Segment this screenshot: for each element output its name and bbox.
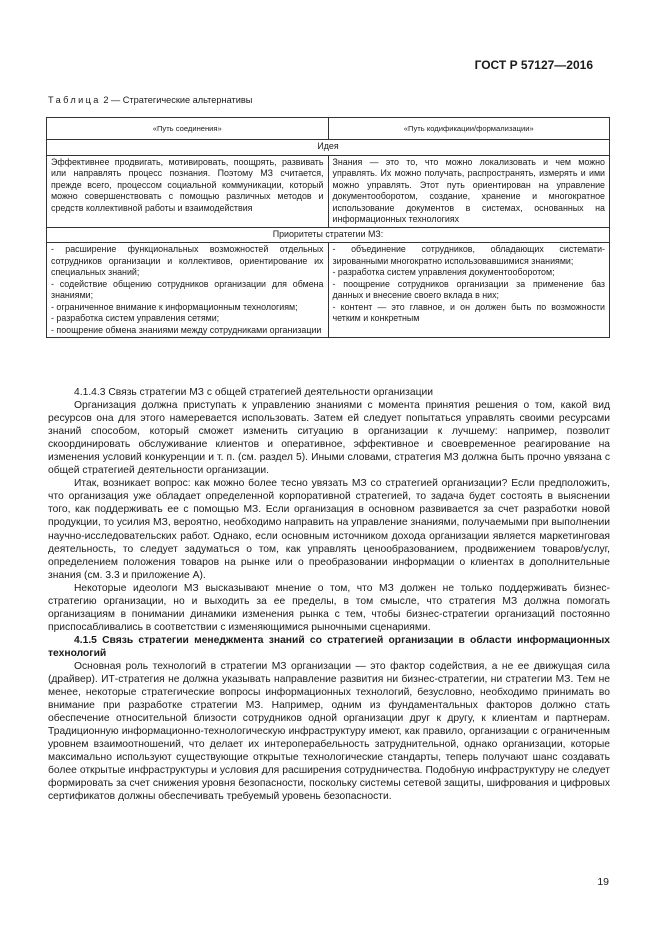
priorities-codification-cell bbox=[328, 243, 610, 338]
section-idea: Идея bbox=[47, 140, 610, 156]
list-item: - содействие общению сотрудников организации для обмена знаниями; bbox=[51, 278, 324, 300]
table-header-row bbox=[47, 118, 610, 140]
column-header-connection-path: «Путь соединения» bbox=[47, 118, 329, 140]
table-row bbox=[47, 155, 610, 227]
subsection-heading-4-1-4-3: 4.1.4.3 Связь стратегии МЗ с общей стратегией деятельности организации bbox=[74, 387, 434, 398]
list-item: - разработка систем управления сетями; bbox=[51, 313, 220, 323]
page-number: 19 bbox=[597, 876, 609, 888]
list-item: - объединение сотрудников, обладающих систематизированными многократно использовавшимися знаниями; bbox=[332, 244, 605, 266]
table-caption bbox=[48, 95, 252, 105]
table-caption-title: 2 — Стратегические альтернативы bbox=[100, 95, 253, 105]
standard-designation: ГОСТ Р 57127—2016 bbox=[474, 58, 593, 72]
column-header-codification-path: «Путь кодификации/формализации» bbox=[328, 118, 610, 140]
list-item: - контент — это главное, и он должен быть по возможности четким и конкретным bbox=[332, 301, 605, 323]
idea-connection-cell: Эффективнее продвигать, мотивировать, поощрять, развивать или направлять процесс познания. Поэтому МЗ считается, прежде всего, процессом социальной коммуникации, который можно совершенствовать с помощью различных методов и средств коллективной работы и взаимодействия bbox=[47, 155, 329, 227]
list-item: - ограниченное внимание к информационным технологиям; bbox=[51, 301, 298, 312]
paragraph: Итак, возникает вопрос: как можно более тесно увязать МЗ со стратегией организации? Если предположить, что организация уже обладает определенной корпоративной стратегией, то задача будет состоять в выяснении того, как поддерживать ее с помощью МЗ. Если организация в основном развивается за счет разработки новой продукции, то усилия МЗ, вероятно, необходимо направить на управление знаниями, получаемыми при выполнении научно-исследовательских работ. Однако, если основным источником дохода организации является маркетинговая деятельность, то следует задуматься о том, как управлять ценообразованием, продвижением товаров/услуг, определением положения товаров на рынке или о преобразовании информации о клиентах в дополнительные знания (см. 3.3 и приложение А). bbox=[48, 478, 610, 581]
paragraph: Некоторые идеологи МЗ высказывают мнение о том, что МЗ должен не только поддерживать бизнес-стратегию организации, но и выходить за ее пределы, в том смысле, что стратегия МЗ должна помогать организациям в понимании динамики изменения рынка с тем, чтобы бизнес-стратегии организаций постоянно приспосабливались в соответствии с изменяющимися рыночными сценариями. bbox=[48, 582, 610, 633]
document-body bbox=[48, 386, 610, 804]
section-priorities: Приоритеты стратегии МЗ: bbox=[47, 227, 610, 243]
paragraph: Основная роль технологий в стратегии МЗ организации — это фактор содействия, а не ее движущая сила (драйвер). ИТ-стратегия не должна указывать направление развития ни бизнес-стратегии, ни стратегии МЗ. Тем не менее, некоторые стратегические вопросы информационных технологий, безусловно, необходимо принимать во внимание при разработке стратегии МЗ. Например, одним из фундаментальных факторов должно стать обеспечение относительной близости сотрудников одной организации друг к другу, к клиентам и партнерам. Традиционную информационно-технологическую инфраструктуру имеют, как правило, организации с ограниченным уровнем взаимоотношений, что делает их интероперабельность затруднительной, однако организации, которые максимально используют существующие открытые технологические стандарты, теперь получают шанс создавать более открытые инфраструктуры и условия для расширения сотрудничества. Подобную инфраструктуру не следует формировать за счет снижения уровня безопасности, поскольку системы сетевой защиты, шифрования и цифровых сертификатов должны обеспечивать требуемый уровень безопасности. bbox=[48, 660, 610, 803]
list-item: - расширение функциональных возможностей отдельных сотрудников организации и коллективов, ориентирование их специальных знаний; bbox=[51, 244, 324, 277]
paragraph: Организация должна приступать к управлению знаниями с момента принятия решения о том, какой вид ресурсов она для этого намеревается использовать. Затем ей следует попытаться управлять своими ресурсами знаний способом, который сможет изменить ситуацию в организации к лучшему: например, позволит скоординировать обслуживание клиентов и оперативное, эффективное и своевременное реагирование на изменения условий конкуренции и т. п. (см. раздел 5). Иными словами, стратегия МЗ должна быть прочно увязана с общей стратегией деятельности организации. bbox=[48, 400, 610, 477]
idea-codification-cell: Знания — это то, что можно локализовать и чем можно управлять. Их можно получать, распространять, измерять и ими можно управлять. Этот путь ориентирован на управление документооборотом, создание, хранение и многократное использование документов в системах, основанных на информационных технологиях bbox=[328, 155, 610, 227]
priorities-connection-cell bbox=[47, 243, 329, 338]
table-row bbox=[47, 243, 610, 338]
strategic-alternatives-table bbox=[46, 117, 610, 338]
table-section-row bbox=[47, 227, 610, 243]
list-item: - поощрение обмена знаниями между сотрудниками организации bbox=[51, 324, 322, 335]
list-item: - поощрение сотрудников организации за применение баз данных и внесение своего вклада в них; bbox=[332, 278, 605, 300]
table-section-row bbox=[47, 140, 610, 156]
section-heading-4-1-5: 4.1.5 Связь стратегии менеджмента знаний со стратегией организации в области информационных технологий bbox=[48, 634, 610, 659]
table-caption-prefix: Таблица bbox=[48, 95, 101, 105]
list-item: - разработка систем управления документооборотом; bbox=[332, 267, 555, 277]
